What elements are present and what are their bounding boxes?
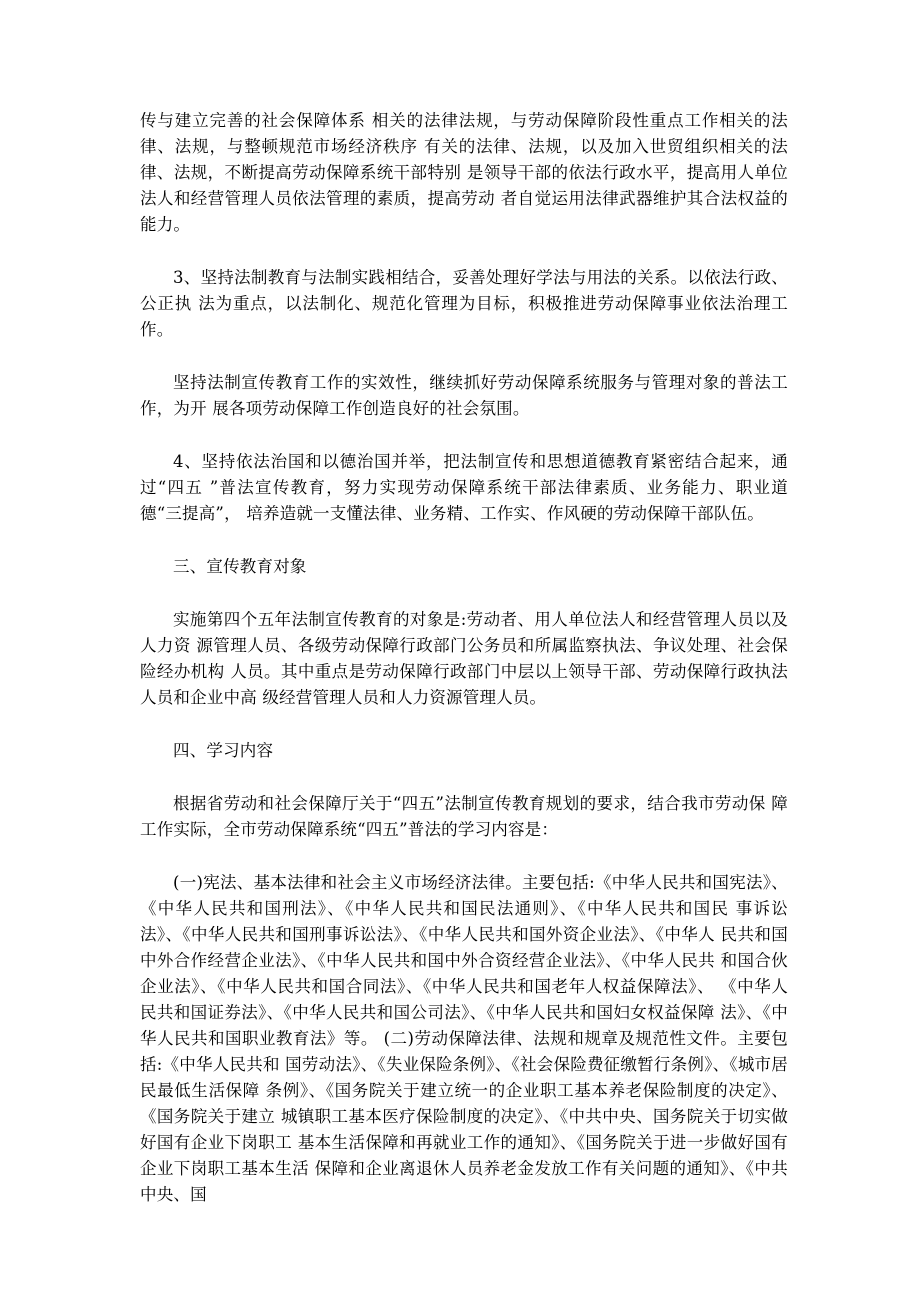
section-heading-content: 四、学习内容 (173, 741, 274, 760)
paragraph-intro-continued: 传与建立完善的社会保障体系 相关的法律法规，与劳动保障阶段性重点工作相关的法律、法规，与整顿规范市场经济秩序 有关的法律、法规，以及加入世贸组织相关的法律、法规，不断提高劳动保障系统干部特别 是领导干部的依法行政水平，提高用人单位法人和经营管理人员依法管理的素质，提高劳动 者自觉运用法律武器维护其合法权益的能力。 (140, 111, 788, 234)
section-heading-targets: 三、宣传教育对象 (173, 557, 307, 576)
paragraph-point-3: 3、坚持法制教育与法制实践相结合，妥善处理好学法与用法的关系。以依法行政、公正执 法为重点，以法制化、规范化管理为目标，积极推进劳动保障事业依法治理工作。 (140, 268, 788, 339)
document-page (140, 108, 788, 1235)
paragraph-targets: 实施第四个五年法制宣传教育的对象是:劳动者、用人单位法人和经营管理人员以及人力资 源管理人员、各级劳动保障行政部门公务员和所属监察执法、争议处理、社会保险经办机构 人员。其中重点是劳动保障行政部门中层以上领导干部、劳动保障行政执法人员和企业中高 级经营管理人员和人力资源管理人员。 (140, 610, 788, 707)
paragraph-effectiveness: 坚持法制宣传教育工作的实效性，继续抓好劳动保障系统服务与管理对象的普法工作，为开 展各项劳动保障工作创造良好的社会氛围。 (140, 373, 788, 418)
paragraph-point-4: 4、坚持依法治国和以德治国并举，把法制宣传和思想道德教育紧密结合起来，通过“四五 ”普法宣传教育，努力实现劳动保障系统干部法律素质、业务能力、职业道德“三提高”， 培养造就一支懂法律、业务精、工作实、作风硬的劳动保障干部队伍。 (140, 452, 788, 523)
paragraph-content-intro: 根据省劳动和社会保障厅关于“四五”法制宣传教育规划的要求，结合我市劳动保 障工作实际，全市劳动保障系统“四五”普法的学习内容是： (140, 794, 788, 839)
paragraph-laws-list: (一)宪法、基本法律和社会主义市场经济法律。主要包括:《中华人民共和国宪法》、《中华人民共和国刑法》、《中华人民共和国民法通则》、《中华人民共和国民 事诉讼法》、《中华人民共和国刑事诉讼法》、《中华人民共和国外资企业法》、《中华人 民共和国中外合作经营企业法》、《中华人民共和国中外合资经营企业法》、《中华人民共 和国合伙企业法》、《中华人民共和国合同法》、《中华人民共和国老年人权益保障法》、 《中华人民共和国证券法》、《中华人民共和国公司法》、《中华人民共和国妇女权益保障 法》、《中华人民共和国职业教育法》等。 (二)劳动保障法律、法规和规章及规范性文件。主要包括:《中华人民共和 国劳动法》、《失业保险条例》、《社会保险费征缴暂行条例》、《城市居民最低生活保障 条例》、《国务院关于建立统一的企业职工基本养老保险制度的决定》、《国务院关于建立 城镇职工基本医疗保险制度的决定》、《中共中央、国务院关于切实做好国有企业下岗职工 基本生活保障和再就业工作的通知》、《国务院关于进一步做好国有企业下岗职工基本生活 保障和企业离退休人员养老金发放工作有关问题的通知》、《中共中央、国 (140, 873, 788, 1204)
